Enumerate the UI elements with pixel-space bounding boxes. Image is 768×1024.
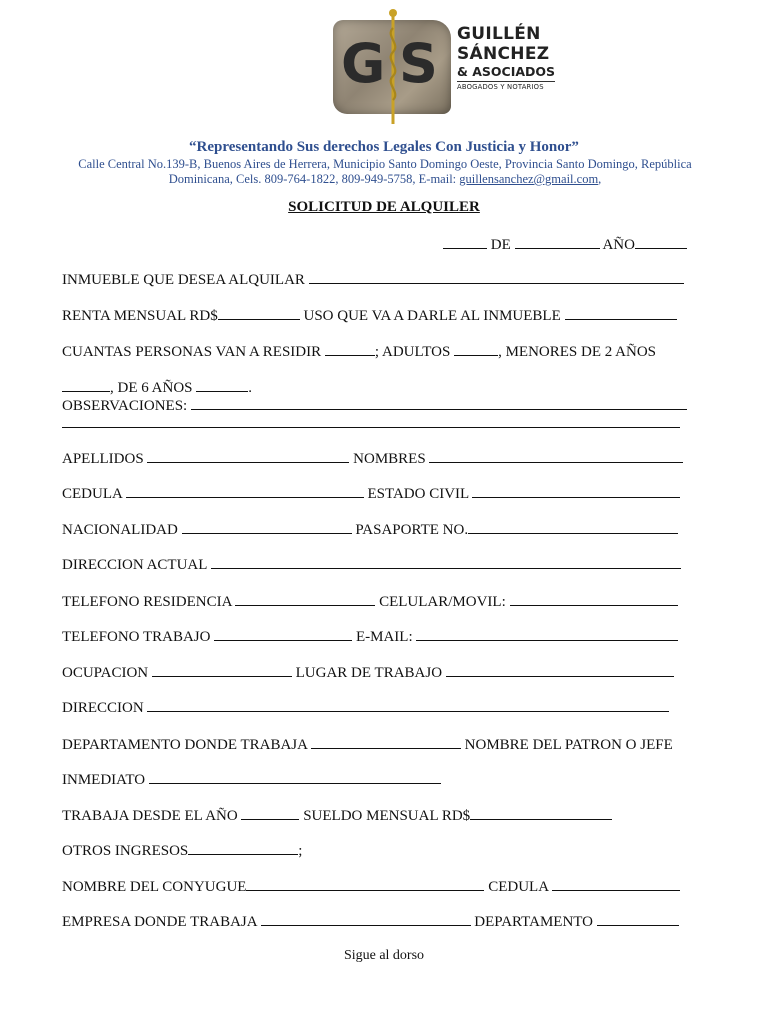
uso-label: USO QUE VA A DARLE AL INMUEBLE xyxy=(303,308,561,324)
otros-ingresos-blank[interactable] xyxy=(188,841,298,855)
de6-label: , DE 6 AÑOS xyxy=(110,380,193,396)
departamento-trabaja-blank[interactable] xyxy=(311,735,461,749)
firm-logo xyxy=(333,8,558,124)
row-cedula xyxy=(62,484,680,503)
row-apellidos xyxy=(62,449,683,468)
celular-blank[interactable] xyxy=(510,592,678,606)
ocupacion-label: OCUPACION xyxy=(62,665,149,681)
form-title: SOLICITUD DE ALQUILER xyxy=(288,199,480,215)
inmediato-blank[interactable] xyxy=(149,770,441,784)
sueldo-blank[interactable] xyxy=(470,806,612,820)
ocupacion-blank[interactable] xyxy=(152,663,292,677)
date-ano-label: AÑO xyxy=(602,237,635,253)
address-line-1: Calle Central No.139-B, Buenos Aires de Herrera, Municipio Santo Domingo Oeste, Provincia Santo Domingo, República xyxy=(78,157,692,171)
row-departamento-trabaja xyxy=(62,735,673,754)
row-telefono-trabajo xyxy=(62,627,678,646)
year-blank[interactable] xyxy=(635,235,687,249)
renta-label: RENTA MENSUAL RD$ xyxy=(62,308,218,324)
personas-label: CUANTAS PERSONAS VAN A RESIDIR xyxy=(62,344,322,360)
direccion-label: DIRECCION xyxy=(62,700,144,716)
tel-residencia-blank[interactable] xyxy=(235,592,375,606)
trabaja-desde-blank[interactable] xyxy=(241,806,299,820)
renta-blank[interactable] xyxy=(218,306,300,320)
observaciones-label: OBSERVACIONES: xyxy=(62,398,188,414)
inmueble-label: INMUEBLE QUE DESEA ALQUILAR xyxy=(62,272,305,288)
day-blank[interactable] xyxy=(443,235,487,249)
row-direccion xyxy=(62,698,669,717)
uso-blank[interactable] xyxy=(565,306,677,320)
address-line-2-text: Dominicana, Cels. 809-764-1822, 809-949-5758, E-mail: xyxy=(168,172,460,186)
otros-ingresos-label: OTROS INGRESOS xyxy=(62,843,189,859)
de6-blank[interactable] xyxy=(196,378,248,392)
apellidos-blank[interactable] xyxy=(147,449,349,463)
firm-name-line2: SÁNCHEZ xyxy=(457,44,550,64)
estado-civil-blank[interactable] xyxy=(472,484,680,498)
departamento-trabaja-label: DEPARTAMENTO DONDE TRABAJA xyxy=(62,737,308,753)
caduceus-staff-icon xyxy=(385,8,401,124)
pasaporte-label: PASAPORTE NO. xyxy=(355,522,469,538)
firm-name xyxy=(457,24,555,92)
row-observaciones xyxy=(62,396,687,415)
email-link[interactable]: guillensanchez@gmail.com xyxy=(459,172,599,186)
row-de6 xyxy=(62,378,252,397)
date-line xyxy=(443,235,687,254)
row-trabaja-desde xyxy=(62,806,612,825)
tel-residencia-label: TELEFONO RESIDENCIA xyxy=(62,594,232,610)
cedula-2-blank[interactable] xyxy=(552,877,680,891)
apellidos-label: APELLIDOS xyxy=(62,451,144,467)
row-direccion-actual xyxy=(62,555,681,574)
nombres-blank[interactable] xyxy=(429,449,683,463)
conyugue-blank[interactable] xyxy=(246,877,484,891)
estado-civil-label: ESTADO CIVIL xyxy=(367,486,469,502)
direccion-blank[interactable] xyxy=(147,698,669,712)
email-label: E-MAIL: xyxy=(355,629,413,645)
row-empresa xyxy=(62,912,679,931)
inmueble-blank[interactable] xyxy=(309,270,684,284)
row-personas xyxy=(62,342,656,361)
conyugue-label: NOMBRE DEL CONYUGUE xyxy=(62,879,247,895)
observaciones-blank[interactable] xyxy=(191,396,687,410)
cedula-blank[interactable] xyxy=(126,484,364,498)
row-ocupacion xyxy=(62,663,674,682)
departamento-label: DEPARTAMENTO xyxy=(474,914,594,930)
logo-letter-s: S xyxy=(399,32,438,95)
row-conyugue xyxy=(62,877,680,896)
cedula-2-label: CEDULA xyxy=(488,879,549,895)
lugar-trabajo-blank[interactable] xyxy=(446,663,674,677)
tel-trabajo-blank[interactable] xyxy=(214,627,352,641)
observaciones-blank-2[interactable] xyxy=(62,427,680,428)
lugar-trabajo-label: LUGAR DE TRABAJO xyxy=(295,665,443,681)
nacionalidad-label: NACIONALIDAD xyxy=(62,522,178,538)
address-line-2-end: , xyxy=(598,172,602,186)
departamento-blank[interactable] xyxy=(597,912,679,926)
row-telefono-residencia xyxy=(62,592,678,611)
month-blank[interactable] xyxy=(515,235,600,249)
sueldo-label: SUELDO MENSUAL RD$ xyxy=(303,808,471,824)
firm-name-line1: GUILLÉN xyxy=(457,24,541,44)
firm-name-line3: & ASOCIADOS xyxy=(457,64,556,79)
row-inmediato xyxy=(62,770,441,789)
empresa-label: EMPRESA DONDE TRABAJA xyxy=(62,914,257,930)
nacionalidad-blank[interactable] xyxy=(182,520,352,534)
row-nacionalidad xyxy=(62,520,678,539)
direccion-actual-blank[interactable] xyxy=(211,555,681,569)
menores2-blank[interactable] xyxy=(62,378,110,392)
nombre-patron-label: NOMBRE DEL PATRON O JEFE xyxy=(464,737,673,753)
address-line-2 xyxy=(40,172,730,187)
direccion-actual-label: DIRECCION ACTUAL xyxy=(62,557,207,573)
motto: “Representando Sus derechos Legales Con Justicia y Honor” xyxy=(189,139,579,155)
nombres-label: NOMBRES xyxy=(353,451,426,467)
cedula-label: CEDULA xyxy=(62,486,122,502)
row-otros-ingresos xyxy=(62,841,302,860)
row-inmueble xyxy=(62,270,684,289)
adultos-label: ; ADULTOS xyxy=(374,344,451,360)
de6-end: . xyxy=(248,380,253,396)
celular-label: CELULAR/MOVIL: xyxy=(379,594,506,610)
menores2-label: , MENORES DE 2 AÑOS xyxy=(498,344,657,360)
trabaja-desde-label: TRABAJA DESDE EL AÑO xyxy=(62,808,238,824)
tel-trabajo-label: TELEFONO TRABAJO xyxy=(62,629,211,645)
date-de-label: DE xyxy=(490,237,511,253)
logo-letter-g: G xyxy=(341,32,386,95)
continue-note: Sigue al dorso xyxy=(343,948,425,963)
email-blank[interactable] xyxy=(416,627,678,641)
adultos-blank[interactable] xyxy=(454,342,498,356)
row-renta xyxy=(62,306,677,325)
otros-ingresos-end: ; xyxy=(298,843,303,859)
pasaporte-blank[interactable] xyxy=(468,520,678,534)
empresa-blank[interactable] xyxy=(261,912,471,926)
personas-blank[interactable] xyxy=(325,342,375,356)
inmediato-label: INMEDIATO xyxy=(62,772,146,788)
firm-tagline: ABOGADOS Y NOTARIOS xyxy=(457,81,555,92)
